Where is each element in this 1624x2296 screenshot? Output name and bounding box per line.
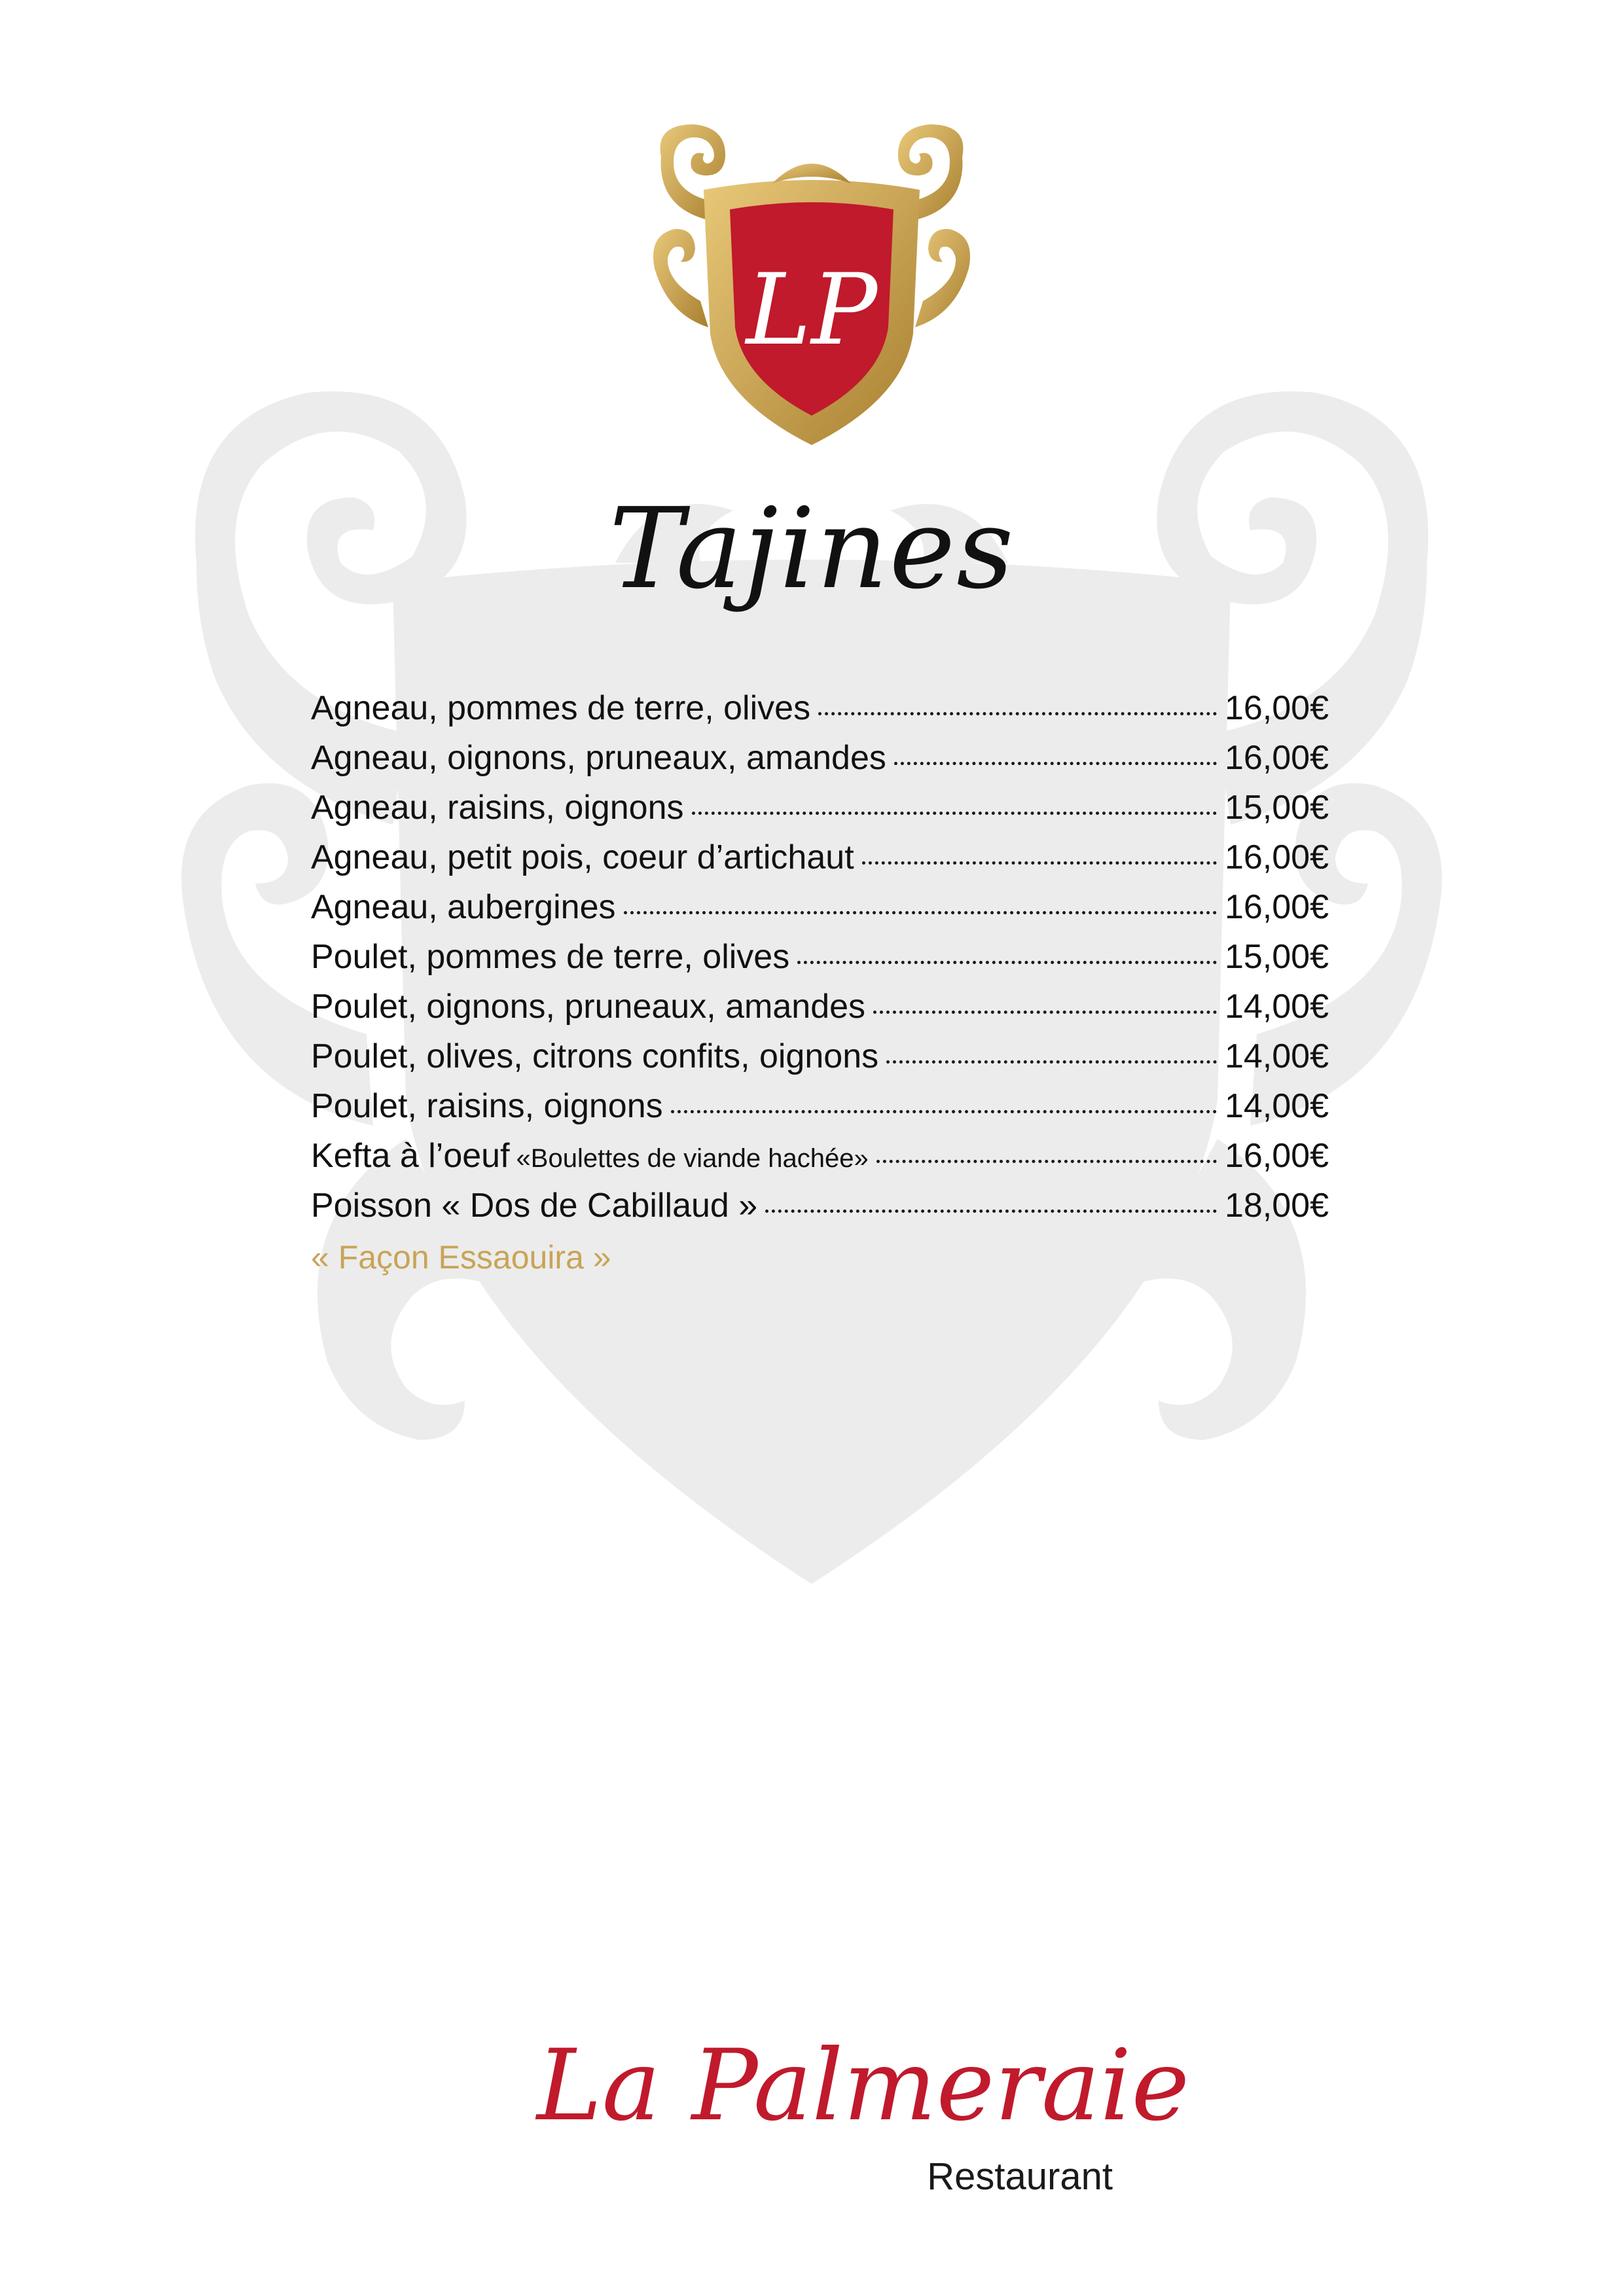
item-note: «Boulettes de viande hachée» [516, 1144, 869, 1173]
item-price: 18,00€ [1224, 1187, 1329, 1225]
item-name: Agneau, oignons, pruneaux, amandes [311, 739, 886, 777]
item-name: Poulet, raisins, oignons [311, 1087, 663, 1125]
menu-item [311, 937, 1329, 987]
item-name: Poisson « Dos de Cabillaud » [311, 1187, 758, 1225]
item-price: 16,00€ [1224, 739, 1329, 777]
item-price: 16,00€ [1224, 1137, 1329, 1175]
dot-leader [886, 1054, 1217, 1064]
dot-leader [818, 706, 1217, 715]
logo-monogram: LP [746, 253, 878, 367]
item-name: Poulet, pommes de terre, olives [311, 938, 790, 976]
dot-leader [624, 905, 1217, 914]
menu-item [311, 1086, 1329, 1136]
dot-leader [692, 805, 1217, 815]
item-price: 14,00€ [1224, 988, 1329, 1026]
dot-leader [873, 1004, 1217, 1014]
item-name: Poulet, olives, citrons confits, oignons [311, 1037, 879, 1075]
item-name: Agneau, raisins, oignons [311, 789, 684, 827]
item-price: 14,00€ [1224, 1087, 1329, 1125]
logo-crest [648, 118, 975, 452]
item-price: 15,00€ [1224, 789, 1329, 827]
menu-item [311, 838, 1329, 888]
dot-leader [671, 1103, 1217, 1113]
menu-item [311, 987, 1329, 1037]
menu-item [311, 888, 1329, 937]
menu-item [311, 1136, 1329, 1186]
dot-leader [862, 855, 1217, 865]
dot-leader [876, 1153, 1217, 1163]
brand-name: La Palmeraie [537, 2029, 1190, 2143]
item-name: Agneau, aubergines [311, 888, 616, 926]
menu-item [311, 738, 1329, 788]
item-price: 15,00€ [1224, 938, 1329, 976]
item-name: Kefta à l’oeuf [311, 1137, 510, 1175]
menu-list [311, 689, 1329, 1276]
dot-leader [765, 1203, 1217, 1213]
dot-leader [797, 954, 1217, 964]
menu-item [311, 1186, 1329, 1236]
item-price: 14,00€ [1224, 1037, 1329, 1075]
menu-item [311, 1037, 1329, 1086]
section-title: Tajines [609, 484, 1015, 614]
item-name: Agneau, petit pois, coeur d’artichaut [311, 838, 854, 876]
item-name: Poulet, oignons, pruneaux, amandes [311, 988, 866, 1026]
item-name: Agneau, pommes de terre, olives [311, 689, 811, 727]
brand-subtitle: Restaurant [927, 2155, 1113, 2198]
item-price: 16,00€ [1224, 838, 1329, 876]
item-price: 16,00€ [1224, 888, 1329, 926]
item-price: 16,00€ [1224, 689, 1329, 727]
menu-item [311, 788, 1329, 838]
menu-item [311, 689, 1329, 738]
item-subnote: « Façon Essaouira » [311, 1239, 611, 1276]
dot-leader [894, 755, 1217, 765]
